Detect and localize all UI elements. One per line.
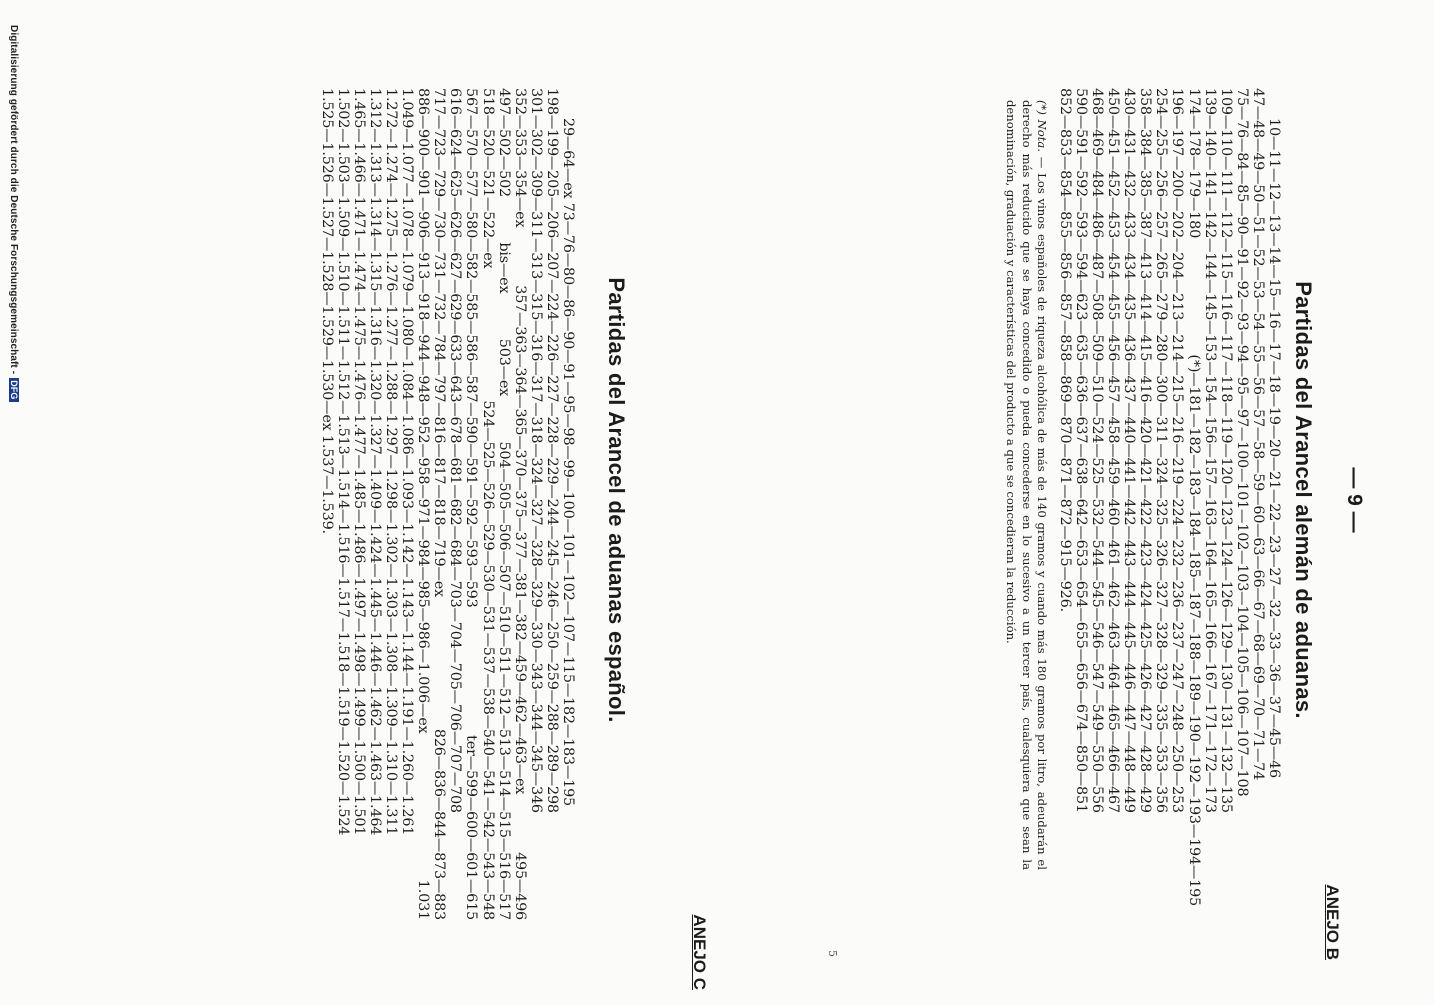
tariff-line: 10—11—12—13—14—15—16—17—18—19—20—21—22—23—27—32—33—36—37—45—46: [1266, 118, 1282, 778]
tariff-line: 1.525—1.526—1.527—1.528—1.529—1.530—ex 1.537—1.539.: [318, 88, 335, 534]
tariff-line: 450—451—452—453—454—455—456—457—458—459—460—461—462—463—464—465—466—467: [1105, 88, 1122, 813]
digitization-footer: [8, 25, 19, 1005]
anejo-c-list: [319, 88, 577, 920]
anejo-b-note: [1003, 100, 1049, 870]
tariff-line: 852—853—854—855—856—857—858—869—870—871—872—915—926.: [1056, 88, 1073, 612]
page-number: — 9 —: [1343, 467, 1366, 533]
note-label: (*) Nota.: [1035, 100, 1049, 152]
tariff-line: 430—431—432—433—434—435—436—437—440—441—442—443—444—445—446—447—448—449: [1121, 88, 1138, 813]
tariff-line: 1.312—1.313—1.314—1.315—1.316—1.320—1.327—1.409—1.424—1.445—1.446—1.462—1.463—1.464: [366, 88, 383, 836]
tariff-line: 616—624—625—626—627—629—633—643—678—681—682—684—703—704—705—706—707—708: [447, 88, 464, 813]
folio-number: 5: [826, 950, 839, 957]
tariff-line: 254—255—256—257—265—279—280—300—311—324—325—326—327—328—329—335—353—356: [1153, 88, 1170, 813]
tariff-line: 29—64—ex 73—76—80—86—90—91—95—98—99—100—101—102—107—115—182—183—195: [560, 118, 576, 807]
footer-text: Digitalisierung gefördert durch die Deutsche Forschungsgemeinschaft -: [8, 25, 19, 375]
tariff-line: 886—900—901—906—913—918—944—948—952—958—971—984—985—986—1.006—ex 1.031: [415, 88, 432, 920]
tariff-line: 198—199—205—206—207—224—226—227—228—229—244—245—246—250—259—288—289—298: [543, 88, 560, 813]
tariff-line: 1.465—1.466—1.471—1.474—1.475—1.476—1.477—1.485—1.486—1.497—1.498—1.499—1.500—1.501: [350, 88, 367, 836]
tariff-line: 47—48—49—50—51—52—53—54—55—56—57—58—59—60—63—66—67—68—69—70—71—74: [1249, 88, 1266, 781]
tariff-line: 196—197—200—202—204—213—214—215—216—219—224—232—236—237—247—248—250—253: [1169, 88, 1186, 813]
tariff-line: 174—178—179—180 (*)—181—182—183—184—185—187—188—189—190—192—193—194—195: [1185, 88, 1202, 906]
tariff-line: 590—591—592—593—594—623—635—636—637—638—642—653—654—655—656—674—850—851: [1072, 88, 1089, 813]
tariff-line: 567—570—577—580—582—585—586—587—590—591—592—593—593 ter—599—600—601—615: [463, 88, 480, 920]
anejo-b-list: [1057, 88, 1282, 906]
anejo-b-title: Partidas del Arancel alemán de aduanas.: [1291, 281, 1316, 719]
anejo-c-title: Partidas del Arancel de aduanas español.: [604, 277, 629, 723]
tariff-line: 109—110—111—112—115—116—117—118—119—120—123—124—126—129—130—131—132—135: [1217, 88, 1234, 813]
tariff-line: 358—384—385—387—413—414—415—416—420—421—422—423—424—425—426—427—428—429: [1137, 88, 1154, 813]
tariff-line: 497—502—502 bis—ex 503—ex 504—505—506—507—510—511—512—513—514—515—516—517: [495, 88, 512, 920]
tariff-line: 717—723—729—730—731—732—784—797—816—817—818—719—ex 826—836—844—873—883: [431, 88, 448, 920]
tariff-line: 1.049—1.077—1.078—1.079—1.080—1.084—1.086—1.093—1.142—1.143—1.144—1.191—1.260—1.261: [399, 88, 416, 836]
anejo-c-label: ANEJO C: [690, 914, 709, 990]
tariff-line: 352—353—354—ex 357—363—364—365—370—375—377—381—382—459—462—463—ex 495—496: [511, 88, 528, 920]
note-text: — Los vinos españoles de riqueza alcohólica de más de 140 gramos y cuando más 180 gramos por litro, adeudarán el derecho más reducido que se haya concedido o pueda concederse en lo sucesivo a un tercer país, cualesquiera que sean la denominación, graduación y características del producto a que se concedieran la reducción.: [1004, 100, 1049, 870]
tariff-line: 139—140—141—142—144—145—153—154—156—157—163—164—165—166—167—171—172—173: [1201, 88, 1218, 813]
tariff-line: 468—469—484—486—487—508—509—510—524—525—532—544—545—546—547—549—550—556: [1088, 88, 1105, 813]
dfg-logo: DFG: [9, 380, 19, 400]
tariff-line: 301—302—309—311—313—315—316—317—318—324—327—328—329—330—343—344—345—346: [527, 88, 544, 813]
tariff-line: 1.272—1.274—1.275—1.276—1.277—1.288—1.297—1.298—1.302—1.303—1.308—1.309—1.310—1.311: [382, 88, 399, 836]
tariff-line: 1.502—1.503—1.509—1.510—1.511—1.512—1.513—1.514—1.516—1.517—1.518—1.519—1.520—1.524: [334, 88, 351, 836]
tariff-line: 518—520—521—522—ex 524—525—526—529—530—531—537—538—540—541—542—543—548: [479, 88, 496, 920]
tariff-line: 75—76—84—85—90—91—92—93—94—95—97—100—101—102—103—104—105—106—107—108: [1233, 88, 1250, 797]
anejo-b-label: ANEJO B: [1323, 884, 1342, 960]
